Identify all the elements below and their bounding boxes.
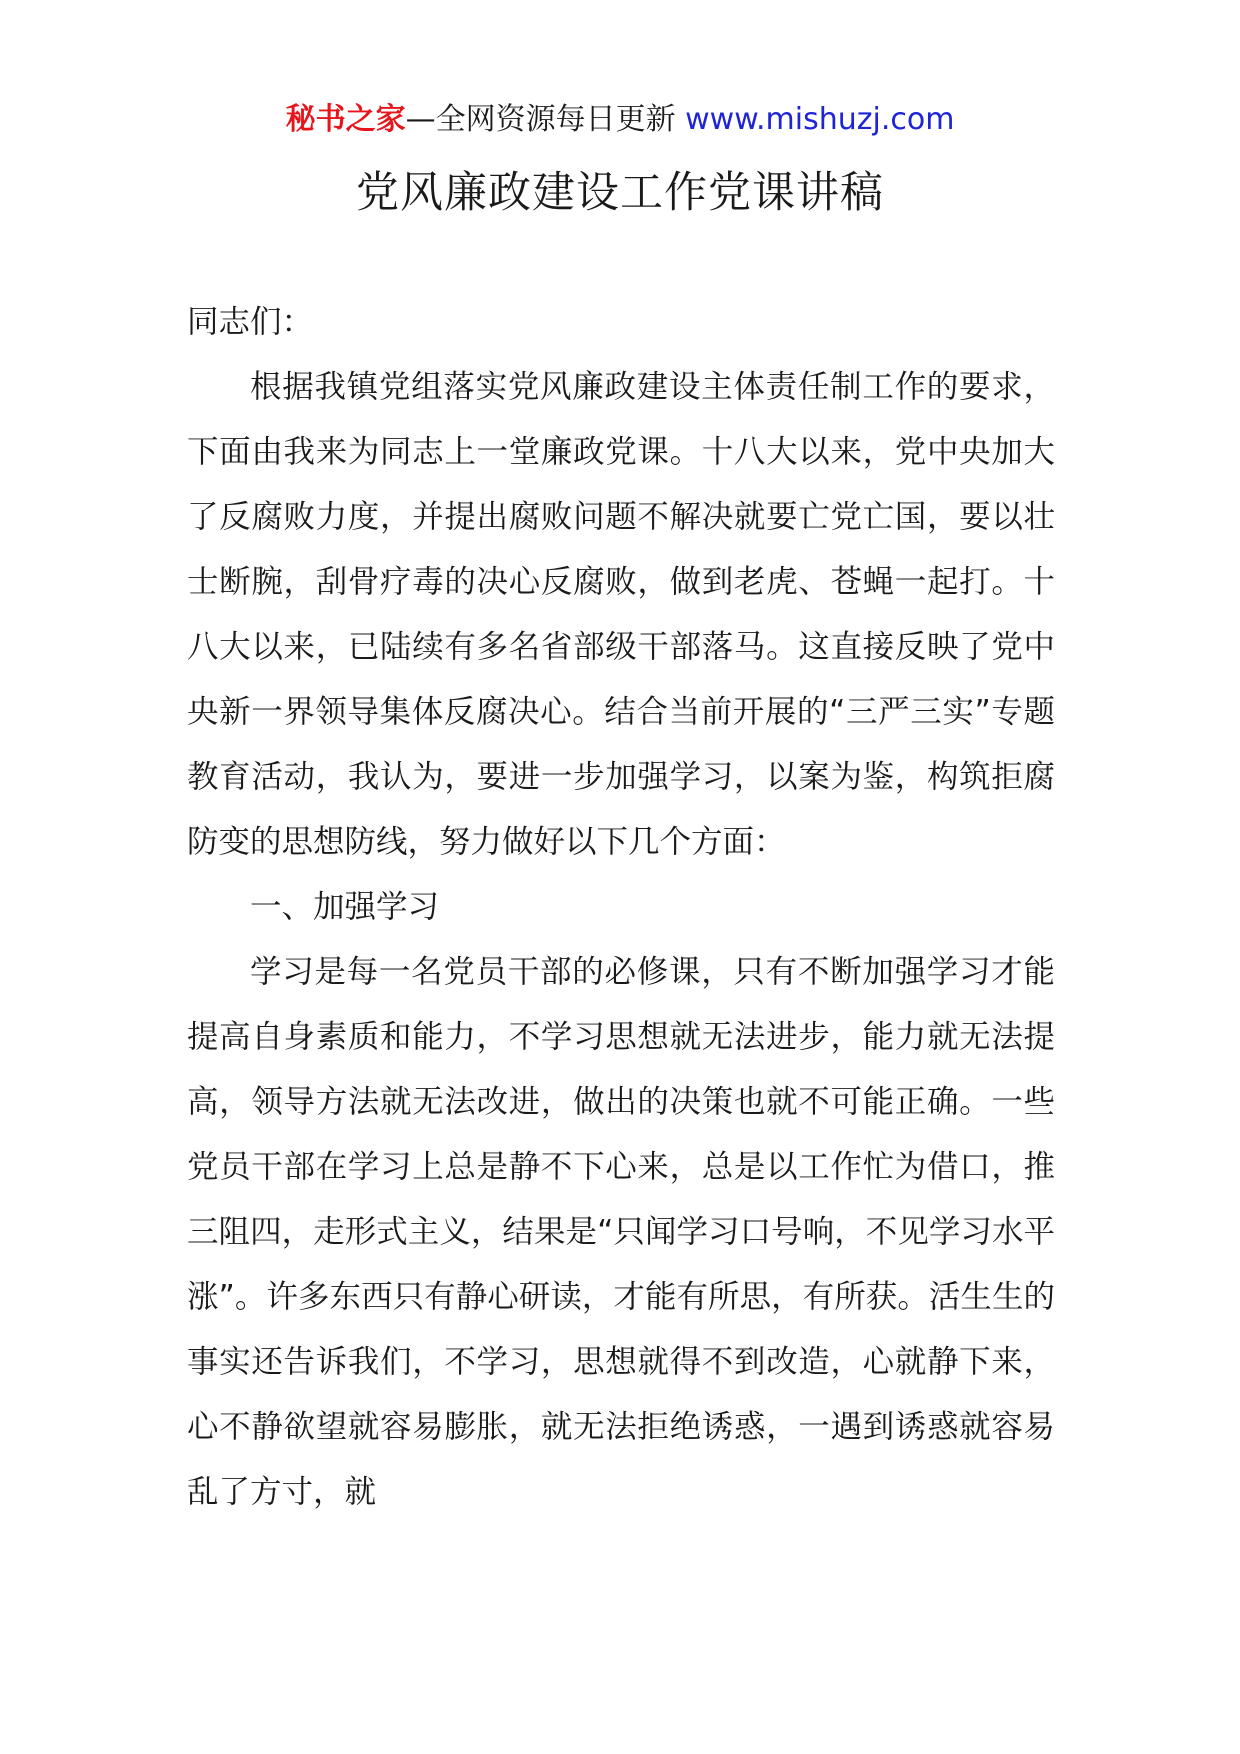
site-url-link[interactable]: www.mishuzj.com	[685, 102, 955, 137]
document-title: 党风廉政建设工作党课讲稿	[356, 168, 884, 218]
site-name: 秘书之家	[285, 102, 406, 137]
site-header	[0, 98, 1240, 142]
intro-paragraph: 根据我镇党组落实党风廉政建设主体责任制工作的要求，下面由我来为同志上一堂廉政党课。十八大以来，党中央加大了反腐败力度，并提出腐败问题不解决就要亡党亡国，要以壮士断腕，刮骨疗毒的决心反腐败，做到老虎、苍蝇一起打。十八大以来，已陆续有多名省部级干部落马。这直接反映了党中央新一界领导集体反腐决心。结合当前开展的“三严三实”专题教育活动，我认为，要进一步加强学习，以案为鉴，构筑拒腐防变的思想防线，努力做好以下几个方面：	[187, 369, 1055, 860]
document-body	[187, 290, 1055, 1525]
section-paragraph: 学习是每一名党员干部的必修课，只有不断加强学习才能提高自身素质和能力，不学习思想就无法进步，能力就无法提高，领导方法就无法改进，做出的决策也就不可能正确。一些党员干部在学习上总是静不下心来，总是以工作忙为借口，推三阻四，走形式主义，结果是“只闻学习口号响，不见学习水平涨”。许多东西只有静心研读，才能有所思，有所获。活生生的事实还告诉我们，不学习，思想就得不到改造，心就静下来，心不静欲望就容易膨胀，就无法拒绝诱惑，一遇到诱惑就容易乱了方寸，就	[187, 954, 1055, 1510]
section-heading: 一、加强学习	[250, 889, 440, 925]
site-tagline: —全网资源每日更新	[405, 102, 686, 137]
salutation: 同志们：	[187, 304, 314, 340]
